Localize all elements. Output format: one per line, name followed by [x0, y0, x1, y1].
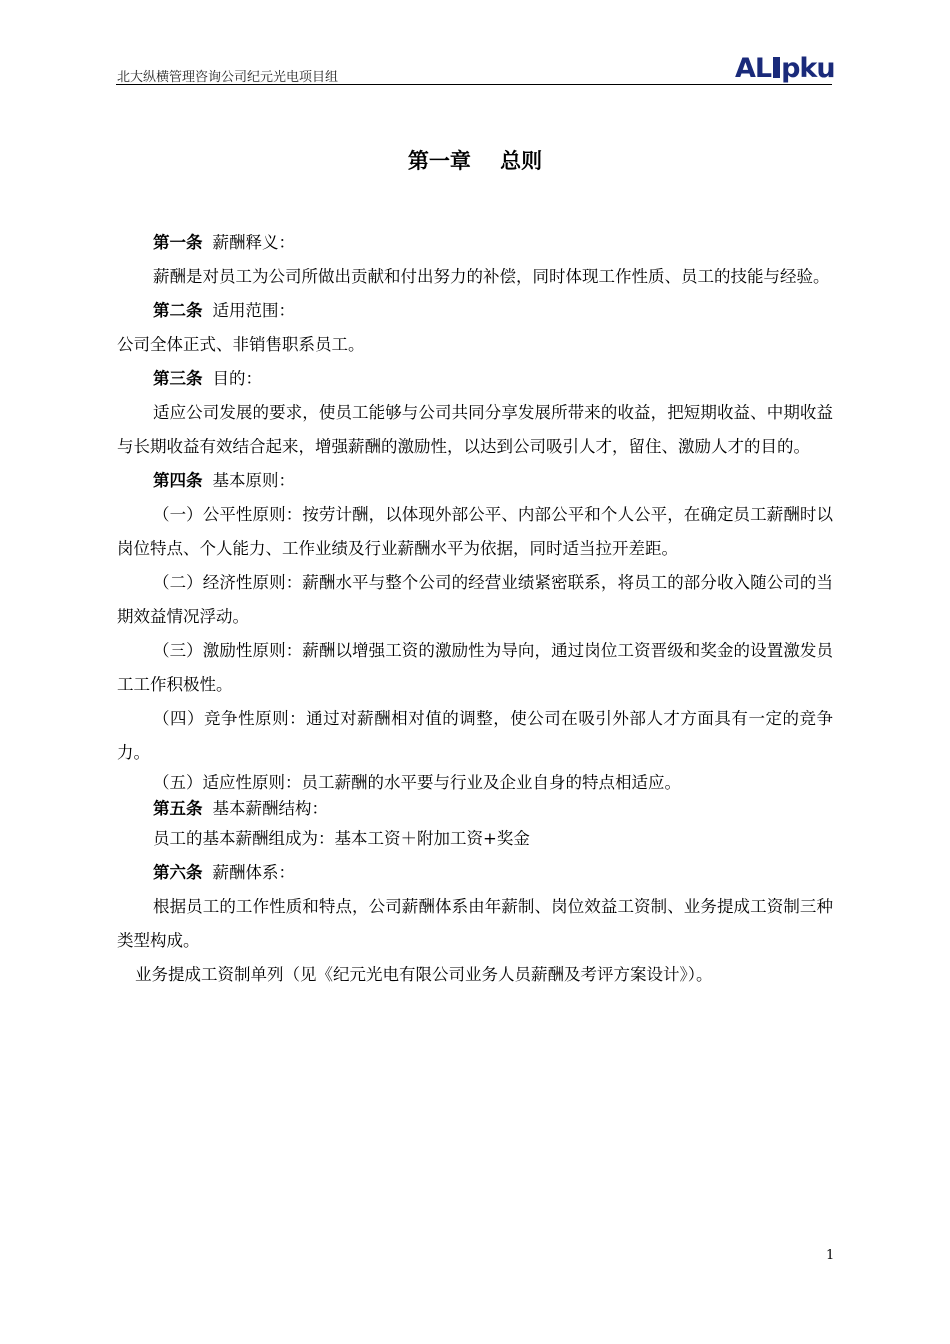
article-heading: 第三条 目的：	[153, 369, 262, 388]
paragraph: 根据员工的工作性质和特点，公司薪酬体系由年薪制、岗位效益工资制、业务提成工资制三种类型构成。	[117, 897, 833, 950]
paragraph: （四）竞争性原则：通过对薪酬相对值的调整，使公司在吸引外部人才方面具有一定的竞争力。	[117, 709, 833, 762]
paragraph: 公司全体正式、非销售职系员工。	[117, 335, 365, 354]
paragraph: （二）经济性原则：薪酬水平与整个公司的经营业绩紧密联系，将员工的部分收入随公司的当期效益情况浮动。	[117, 573, 833, 626]
paragraph: （三）激励性原则：薪酬以增强工资的激励性为导向，通过岗位工资晋级和奖金的设置激发员工工作积极性。	[117, 641, 833, 694]
chapter-title: 第一章 总则	[407, 149, 543, 173]
paragraph: 适应公司发展的要求，使员工能够与公司共同分享发展所带来的收益，把短期收益、中期收益与长期收益有效结合起来，增强薪酬的激励性，以达到公司吸引人才，留住、激励人才的目的。	[117, 403, 833, 456]
paragraph: 员工的基本薪酬组成为：基本工资＋附加工资+奖金	[153, 829, 530, 848]
article-heading: 第二条 适用范围：	[153, 301, 295, 320]
page-number: 1	[826, 1248, 835, 1263]
running-header: 北大纵横管理咨询公司纪元光电项目组	[117, 70, 339, 85]
paragraph: 薪酬是对员工为公司所做出贡献和付出努力的补偿，同时体现工作性质、员工的技能与经验。	[153, 267, 830, 286]
article-heading: 第一条 薪酬释义：	[153, 233, 295, 252]
article-heading: 第六条 薪酬体系：	[153, 863, 295, 882]
header-rule	[116, 84, 832, 85]
paragraph: 业务提成工资制单列（见《纪元光电有限公司业务人员薪酬及考评方案设计》）。	[135, 965, 713, 984]
paragraph: （五）适应性原则：员工薪酬的水平要与行业及企业自身的特点相适应。	[153, 773, 681, 792]
company-logo: AL pku	[735, 53, 835, 84]
article-heading: 第四条 基本原则：	[153, 471, 295, 490]
document-body	[117, 226, 833, 992]
article-heading: 第五条 基本薪酬结构：	[153, 799, 328, 818]
paragraph: （一）公平性原则：按劳计酬，以体现外部公平、内部公平和个人公平，在确定员工薪酬时以岗位特点、个人能力、工作业绩及行业薪酬水平为依据，同时适当拉开差距。	[117, 505, 833, 558]
